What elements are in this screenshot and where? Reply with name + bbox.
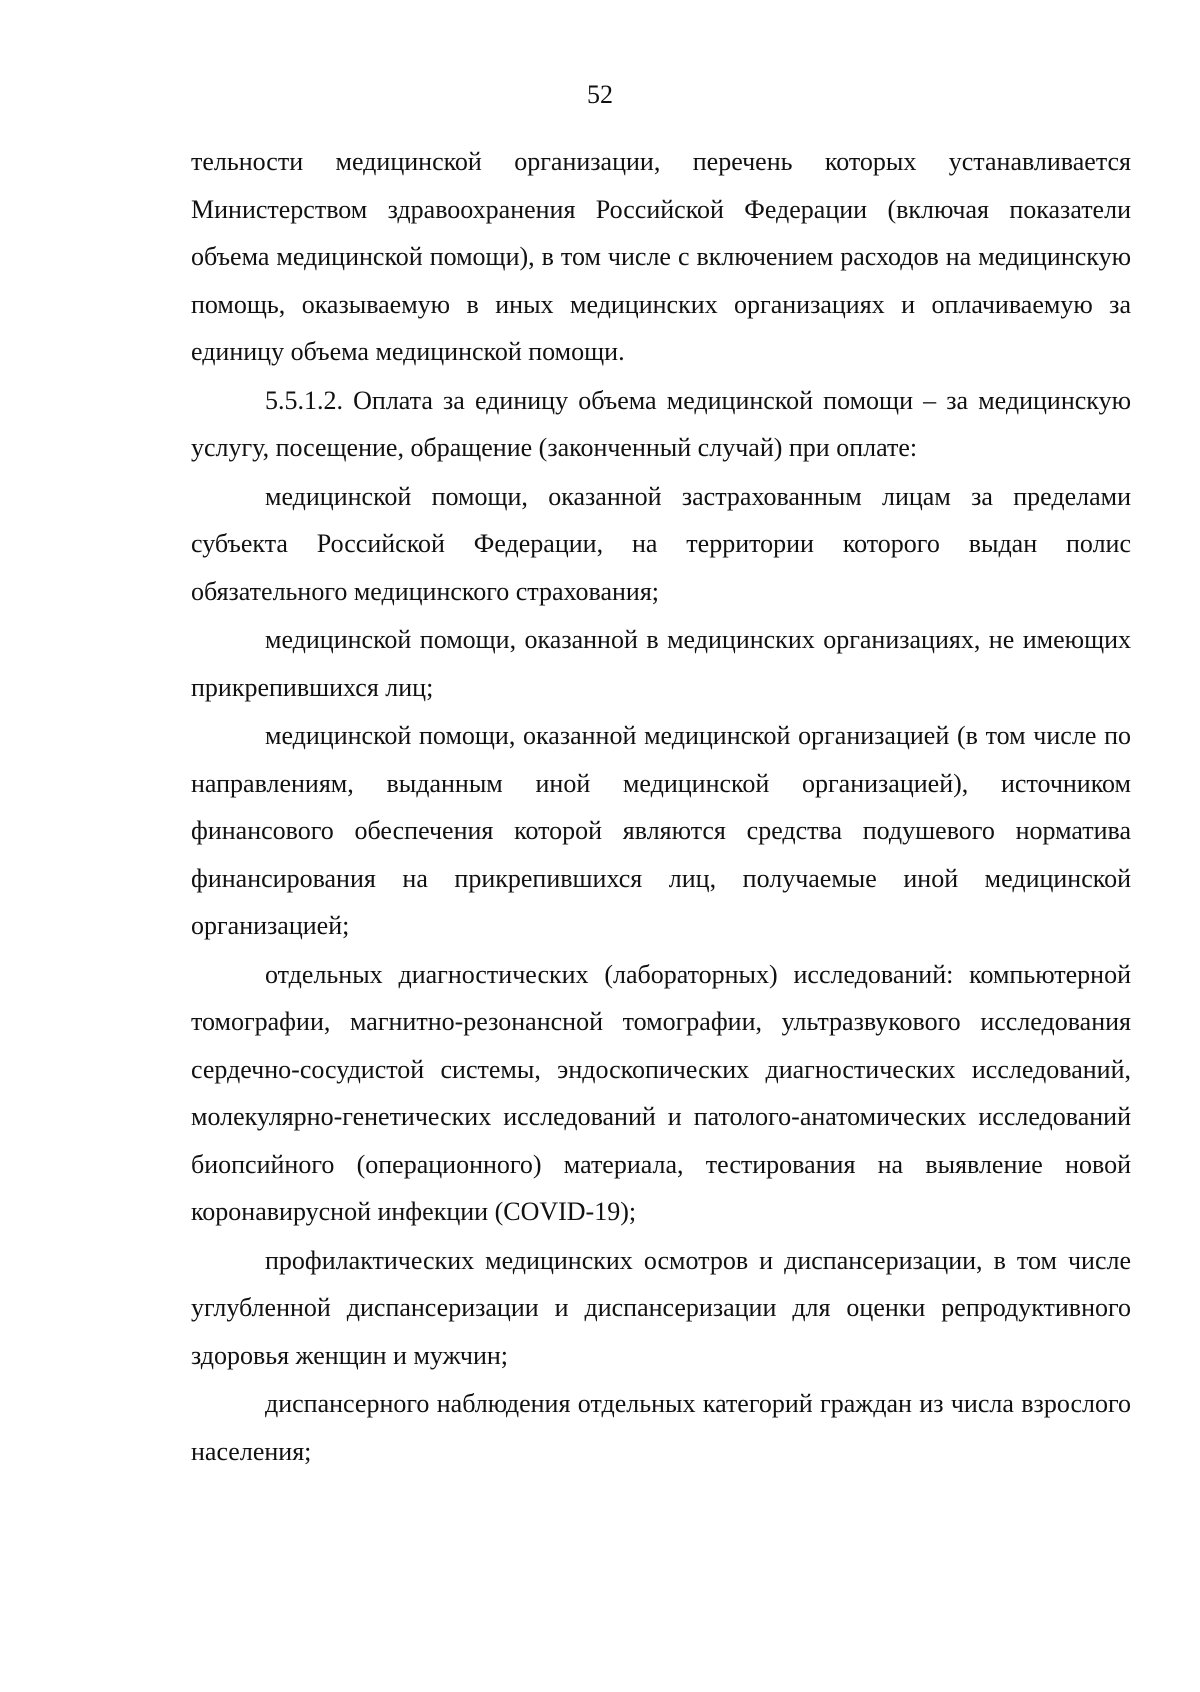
- paragraph: медицинской помощи, оказанной застрахованным лицам за пределами субъекта Российской Федерации, на территории которого выдан полис обязательного медицинского страхования;: [191, 481, 1131, 606]
- paragraph: тельности медицинской организации, перечень которых устанавливается Министерством здравоохранения Российской Федерации (включая показатели объема медицинской помощи), в том числе с включением расходов на медицинскую помощь, оказываемую в иных медицинских организациях и оплачиваемую за единицу объема медицинской помощи.: [191, 147, 1131, 366]
- paragraph: медицинской помощи, оказанной в медицинских организациях, не имеющих прикрепившихся лиц;: [191, 625, 1131, 702]
- paragraph: 5.5.1.2. Оплата за единицу объема медицинской помощи – за медицинскую услугу, посещение, обращение (законченный случай) при оплате:: [191, 385, 1131, 462]
- page-number: 52: [587, 80, 613, 109]
- paragraph: отдельных диагностических (лабораторных) исследований: компьютерной томографии, магнитно-резонансной томографии, ультразвукового исследования сердечно-сосудистой системы, эндоскопических диагностических исследований, молекулярно-генетических исследований и патолого-анатомических исследований биопсийного (операционного) материала, тестирования на выявление новой коронавирусной инфекции (COVID-19);: [191, 959, 1131, 1226]
- paragraph: медицинской помощи, оказанной медицинской организацией (в том числе по направлениям, выданным иной медицинской организацией), источником финансового обеспечения которой являются средства подушевого норматива финансирования на прикрепившихся лиц, получаемые иной медицинской организацией;: [191, 721, 1131, 940]
- paragraph: диспансерного наблюдения отдельных категорий граждан из числа взрослого населения;: [191, 1389, 1131, 1466]
- paragraph: профилактических медицинских осмотров и диспансеризации, в том числе углубленной диспансеризации и диспансеризации для оценки репродуктивного здоровья женщин и мужчин;: [191, 1245, 1131, 1370]
- document-body: [191, 138, 1131, 1476]
